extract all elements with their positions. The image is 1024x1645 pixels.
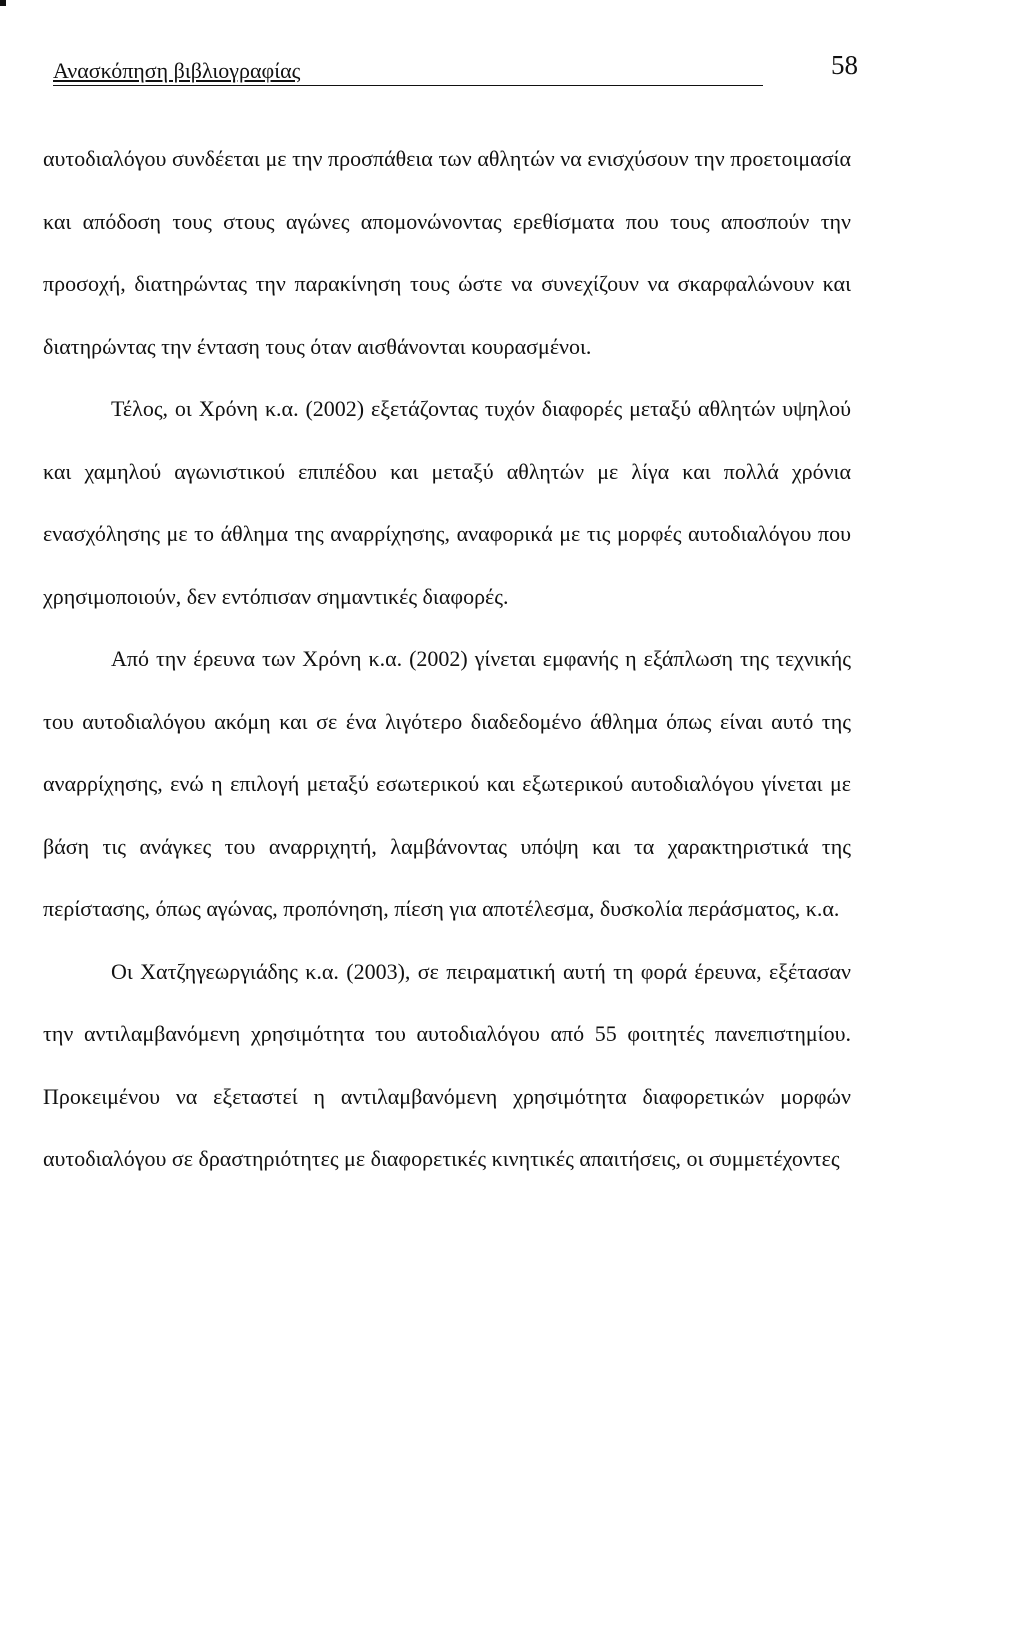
paragraph-4: Οι Χατζηγεωργιάδης κ.α. (2003), σε πειραματική αυτή τη φορά έρευνα, εξέτασαν την αντιλαμβανόμενη χρησιμότητα του αυτοδιαλόγου από 55 φοιτητές πανεπιστημίου. Προκειμένου να εξεταστεί η αντιλαμβανόμενη χρησιμότητα διαφορετικών μορφών αυτοδιαλόγου σε δραστηριότητες με διαφορετικές κινητικές απαιτήσεις, οι συμμετέχοντες	[43, 958, 851, 1171]
page-number: 58	[831, 50, 858, 80]
header-rule	[53, 85, 763, 86]
paragraph-1: αυτοδιαλόγου συνδέεται με την προσπάθεια των αθλητών να ενισχύσουν την προετοιμασία και απόδοση τους στους αγώνες απομονώνοντας ερεθίσματα που τους αποσπούν την προσοχή, διατηρώντας την παρακίνηση τους ώστε να συνεχίζουν να σκαρφαλώνουν και διατηρώντας την ένταση τους όταν αισθάνονται κουρασμένοι.	[43, 146, 851, 359]
paragraph-2: Τέλος, οι Χρόνη κ.α. (2002) εξετάζοντας τυχόν διαφορές μεταξύ αθλητών υψηλού και χαμηλού αγωνιστικού επιπέδου και μεταξύ αθλητών με λίγα και πολλά χρόνια ενασχόλησης με το άθλημα της αναρρίχησης, αναφορικά με τις μορφές αυτοδιαλόγου που χρησιμοποιούν, δεν εντόπισαν σημαντικές διαφορές.	[43, 396, 851, 609]
page-header	[53, 50, 858, 90]
body-text	[43, 128, 851, 1191]
paragraph-3: Από την έρευνα των Χρόνη κ.α. (2002) γίνεται εμφανής η εξάπλωση της τεχνικής του αυτοδιαλόγου ακόμη και σε ένα λιγότερο διαδεδομένο άθλημα όπως είναι αυτό της αναρρίχησης, ενώ η επιλογή μεταξύ εσωτερικού και εξωτερικού αυτοδιαλόγου γίνεται με βάση τις ανάγκες του αναρριχητή, λαμβάνοντας υπόψη και τα χαρακτηριστικά της περίστασης, όπως αγώνας, προπόνηση, πίεση για αποτέλεσμα, δυσκολία περάσματος, κ.α.	[43, 646, 851, 921]
scan-corner-mark	[0, 0, 6, 6]
section-title: Ανασκόπηση βιβλιογραφίας	[53, 58, 301, 83]
